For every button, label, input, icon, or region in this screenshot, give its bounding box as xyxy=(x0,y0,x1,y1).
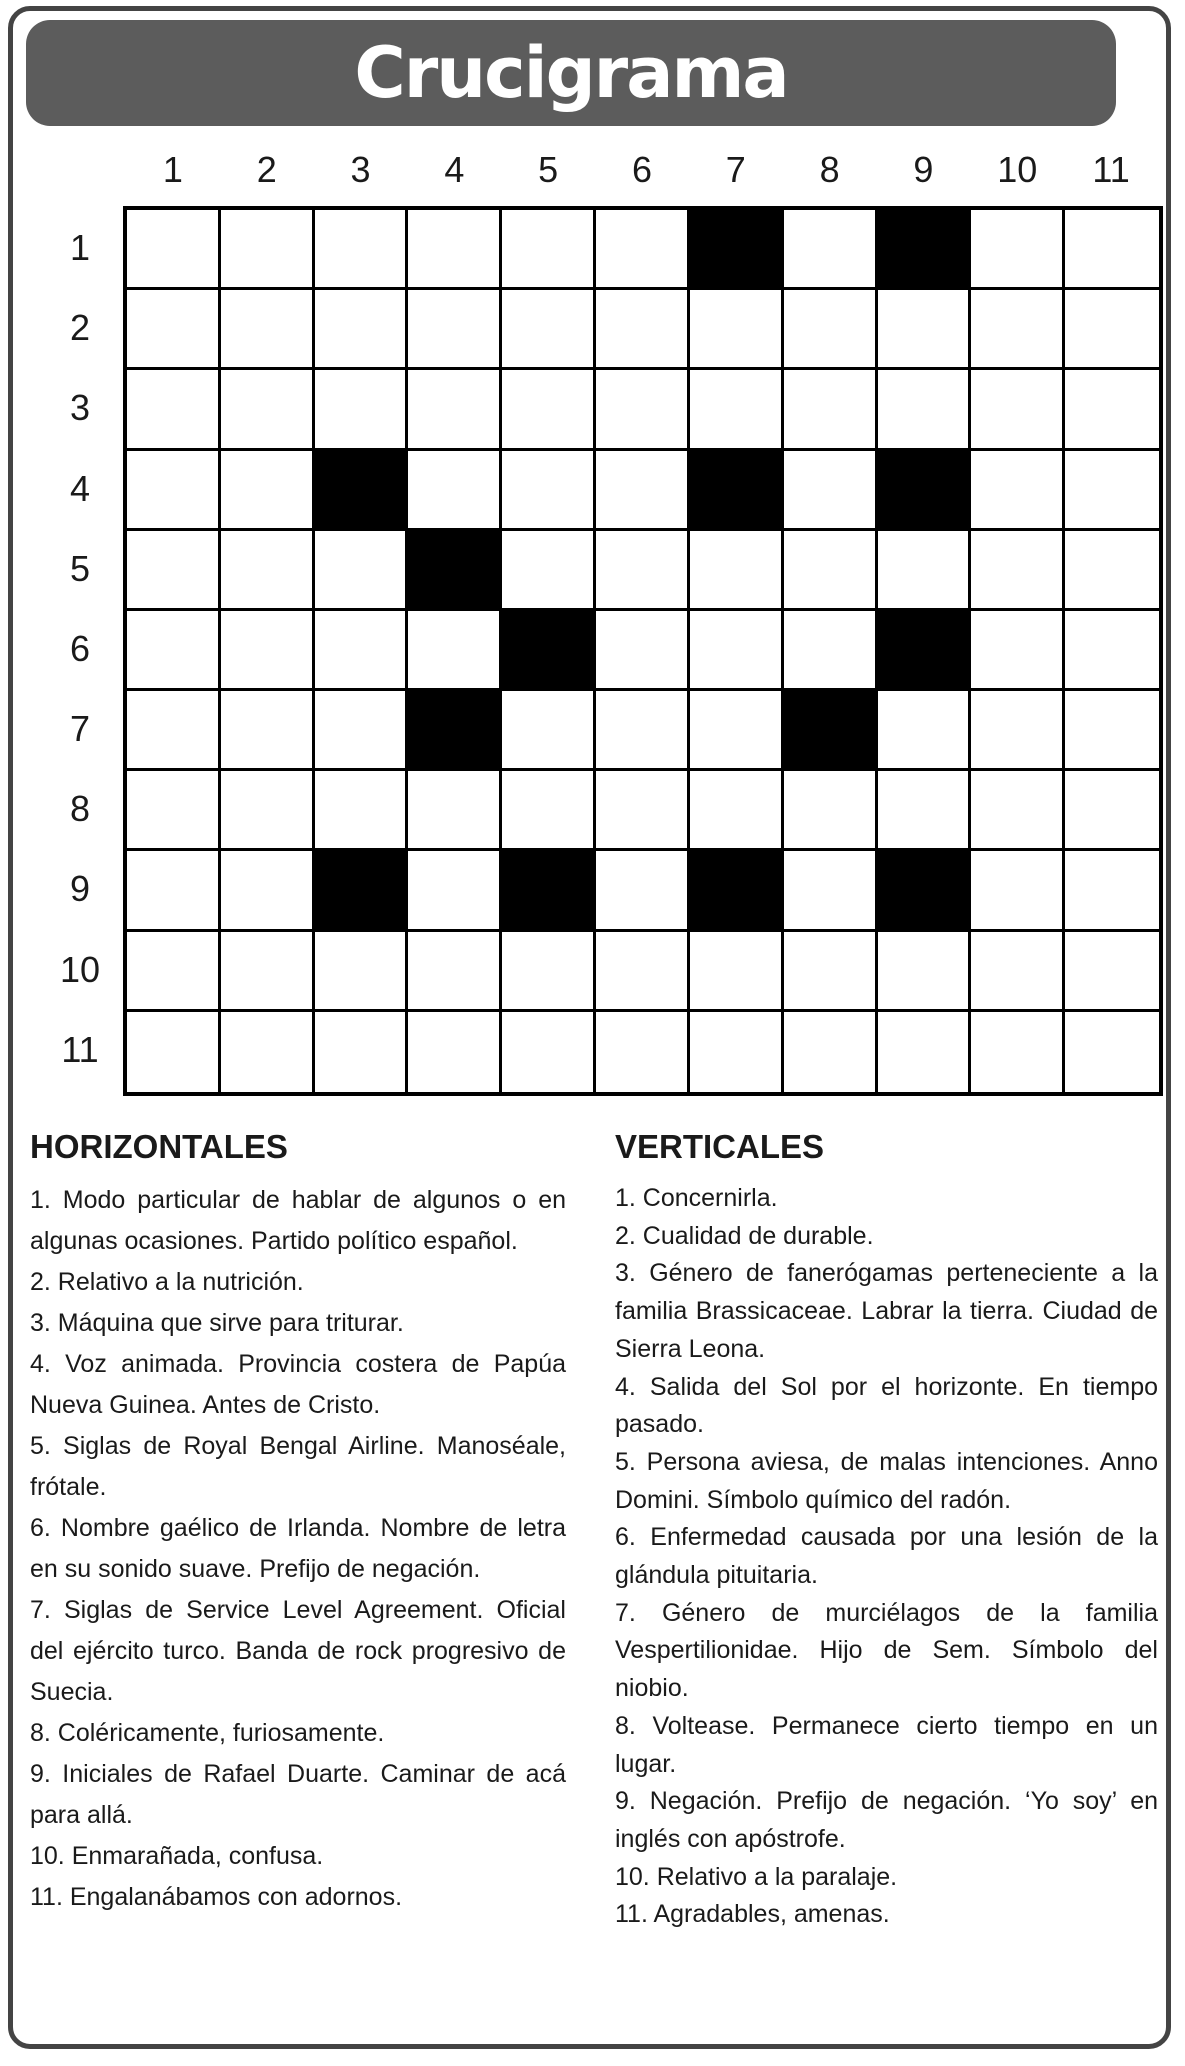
column-numbers xyxy=(126,144,1158,196)
grid-cell[interactable] xyxy=(315,932,409,1012)
grid-cell[interactable] xyxy=(971,691,1065,771)
grid-cell[interactable] xyxy=(502,932,596,1012)
grid-cell[interactable] xyxy=(971,531,1065,611)
grid-cell[interactable] xyxy=(971,451,1065,531)
grid-cell[interactable] xyxy=(596,851,690,931)
grid-cell[interactable] xyxy=(971,851,1065,931)
grid-cell[interactable] xyxy=(221,771,315,851)
column-number: 8 xyxy=(819,149,840,190)
grid-cell[interactable] xyxy=(221,1012,315,1092)
grid-cell-black xyxy=(502,611,596,691)
verticales-clue-list xyxy=(615,1180,1158,1934)
grid-cell[interactable] xyxy=(690,691,784,771)
grid-cell[interactable] xyxy=(596,210,690,290)
clue-item: 1. Modo particular de hablar de algunos o en algunas ocasiones. Partido político español. xyxy=(30,1186,566,1255)
clue-item: 7. Siglas de Service Level Agreement. Oficial del ejército turco. Banda de rock progresivo de Suecia. xyxy=(30,1596,566,1706)
grid-cell[interactable] xyxy=(1065,210,1159,290)
column-number: 9 xyxy=(913,149,934,190)
grid-cell[interactable] xyxy=(971,370,1065,450)
grid-cell-black xyxy=(878,210,972,290)
grid-cell-black xyxy=(502,851,596,931)
grid-cell[interactable] xyxy=(502,290,596,370)
column-number: 7 xyxy=(725,149,746,190)
row-number: 2 xyxy=(69,307,91,349)
row-number: 5 xyxy=(69,547,91,589)
grid-cell[interactable] xyxy=(408,210,502,290)
grid-cell[interactable] xyxy=(1065,932,1159,1012)
grid-cell-black xyxy=(784,691,878,771)
grid-cell[interactable] xyxy=(596,771,690,851)
grid-cell[interactable] xyxy=(127,451,221,531)
row-number: 6 xyxy=(69,627,91,669)
grid-cell[interactable] xyxy=(784,290,878,370)
row-number: 8 xyxy=(69,788,91,830)
grid-cell[interactable] xyxy=(502,370,596,450)
row-number: 7 xyxy=(69,708,91,750)
row-number: 4 xyxy=(69,467,91,509)
grid-cell[interactable] xyxy=(1065,290,1159,370)
column-number: 6 xyxy=(631,149,652,190)
grid-cell[interactable] xyxy=(1065,370,1159,450)
row-number: 11 xyxy=(61,1028,99,1070)
clue-item: 2. Relativo a la nutrición. xyxy=(30,1268,304,1296)
grid-cell[interactable] xyxy=(221,932,315,1012)
grid-cell[interactable] xyxy=(690,370,784,450)
clue-item: 10. Enmarañada, confusa. xyxy=(30,1842,324,1870)
grid-cell[interactable] xyxy=(315,370,409,450)
grid-cell[interactable] xyxy=(408,771,502,851)
clue-item: 5. Siglas de Royal Bengal Airline. Manoséale, frótale. xyxy=(30,1432,566,1501)
grid-cell[interactable] xyxy=(971,1012,1065,1092)
grid-cell[interactable] xyxy=(784,851,878,931)
grid-cell[interactable] xyxy=(315,611,409,691)
column-number: 2 xyxy=(256,149,277,190)
row-numbers xyxy=(40,208,120,1094)
clue-item: 6. Nombre gaélico de Irlanda. Nombre de letra en su sonido suave. Prefijo de negación. xyxy=(30,1514,566,1583)
grid-cell[interactable] xyxy=(971,611,1065,691)
verticales-heading: VERTICALES xyxy=(615,1128,825,1165)
column-number: 5 xyxy=(538,149,559,190)
grid-cell[interactable] xyxy=(690,611,784,691)
grid-cell[interactable] xyxy=(1065,451,1159,531)
clue-item: 11. Engalanábamos con adornos. xyxy=(30,1883,403,1911)
grid-cell[interactable] xyxy=(596,932,690,1012)
clue-item: 11. Agradables, amenas. xyxy=(615,1900,890,1929)
grid-cell[interactable] xyxy=(127,210,221,290)
grid-cell[interactable] xyxy=(315,1012,409,1092)
grid-cell[interactable] xyxy=(971,932,1065,1012)
grid-cell[interactable] xyxy=(784,932,878,1012)
grid-cell[interactable] xyxy=(315,210,409,290)
clue-item: 10. Relativo a la paralaje. xyxy=(615,1862,898,1891)
grid-cell[interactable] xyxy=(878,932,972,1012)
clue-item: 3. Máquina que sirve para triturar. xyxy=(30,1309,404,1337)
grid-cell[interactable] xyxy=(315,531,409,611)
grid-cell[interactable] xyxy=(878,691,972,771)
grid-cell[interactable] xyxy=(971,210,1065,290)
grid-cell[interactable] xyxy=(784,210,878,290)
grid-cell[interactable] xyxy=(221,451,315,531)
grid-cell[interactable] xyxy=(502,1012,596,1092)
clue-item: 4. Voz animada. Provincia costera de Papúa Nueva Guinea. Antes de Cristo. xyxy=(30,1350,566,1419)
grid-cell[interactable] xyxy=(878,1012,972,1092)
grid-cell[interactable] xyxy=(784,771,878,851)
grid-cell[interactable] xyxy=(502,451,596,531)
page-title: Crucigrama xyxy=(354,32,788,114)
clue-item: 8. Coléricamente, furiosamente. xyxy=(30,1719,385,1747)
clue-item: 1. Concernirla. xyxy=(615,1184,778,1212)
grid-cell[interactable] xyxy=(502,531,596,611)
grid-cell[interactable] xyxy=(596,290,690,370)
grid-cell[interactable] xyxy=(690,771,784,851)
grid-cell[interactable] xyxy=(1065,531,1159,611)
grid-cell[interactable] xyxy=(596,451,690,531)
grid-cell[interactable] xyxy=(784,451,878,531)
grid-cell[interactable] xyxy=(127,932,221,1012)
grid-cell[interactable] xyxy=(408,370,502,450)
grid-cell[interactable] xyxy=(596,691,690,771)
grid-cell[interactable] xyxy=(408,1012,502,1092)
grid-cell[interactable] xyxy=(878,290,972,370)
horizontales-clue-list xyxy=(30,1180,566,1918)
grid-cell[interactable] xyxy=(502,771,596,851)
grid-cell[interactable] xyxy=(408,451,502,531)
grid-cell-black xyxy=(315,851,409,931)
grid-cell[interactable] xyxy=(502,210,596,290)
grid-cell[interactable] xyxy=(971,771,1065,851)
grid-cell[interactable] xyxy=(878,370,972,450)
grid-cell[interactable] xyxy=(127,531,221,611)
clue-item: 2. Cualidad de durable. xyxy=(615,1221,874,1250)
grid-cell[interactable] xyxy=(127,771,221,851)
grid-cell[interactable] xyxy=(690,290,784,370)
grid-cell-black xyxy=(408,531,502,611)
grid-cell[interactable] xyxy=(221,851,315,931)
grid-cell[interactable] xyxy=(408,611,502,691)
column-number: 11 xyxy=(1092,149,1130,190)
grid-cell[interactable] xyxy=(690,531,784,611)
grid-cell[interactable] xyxy=(784,611,878,691)
grid-cell[interactable] xyxy=(1065,611,1159,691)
grid-cell[interactable] xyxy=(127,851,221,931)
grid-cell[interactable] xyxy=(1065,1012,1159,1092)
grid-cell[interactable] xyxy=(221,290,315,370)
grid-cell[interactable] xyxy=(784,531,878,611)
grid-cell[interactable] xyxy=(127,691,221,771)
row-number: 9 xyxy=(69,868,91,910)
grid-cell[interactable] xyxy=(408,290,502,370)
grid-cell[interactable] xyxy=(596,370,690,450)
grid-cell[interactable] xyxy=(221,531,315,611)
grid-cell[interactable] xyxy=(690,932,784,1012)
grid-cell[interactable] xyxy=(127,290,221,370)
clue-item: 5. Persona aviesa, de malas intenciones. Anno Domini. Símbolo químico del radón. xyxy=(615,1447,1158,1514)
grid-cell[interactable] xyxy=(1065,851,1159,931)
clue-item: 4. Salida del Sol por el horizonte. En tiempo pasado. xyxy=(615,1372,1158,1439)
grid-cell-black xyxy=(878,611,972,691)
clue-item: 9. Negación. Prefijo de negación. ‘Yo soy’ en inglés con apóstrofe. xyxy=(615,1787,1158,1853)
grid-cell[interactable] xyxy=(127,611,221,691)
title-bar xyxy=(26,20,1116,126)
clue-item: 3. Género de fanerógamas perteneciente a la familia Brassicaceae. Labrar la tierra. Ciudad de Sierra Leona. xyxy=(615,1259,1158,1363)
grid-cell[interactable] xyxy=(784,370,878,450)
grid-cell[interactable] xyxy=(784,1012,878,1092)
column-number: 4 xyxy=(444,149,465,190)
grid-cell[interactable] xyxy=(408,851,502,931)
grid-cell-black xyxy=(878,451,972,531)
grid-cell[interactable] xyxy=(690,1012,784,1092)
clue-item: 7. Género de murciélagos de la familia Vespertilionidae. Hijo de Sem. Símbolo del niobio. xyxy=(615,1598,1158,1703)
grid-cell[interactable] xyxy=(221,370,315,450)
grid-cell-black xyxy=(408,691,502,771)
row-number: 1 xyxy=(69,227,91,268)
grid-cell[interactable] xyxy=(878,531,972,611)
grid-cell-black xyxy=(315,451,409,531)
grid-cell[interactable] xyxy=(221,210,315,290)
grid-cell[interactable] xyxy=(127,1012,221,1092)
clue-item: 6. Enfermedad causada por una lesión de la glándula pituitaria. xyxy=(615,1523,1158,1590)
row-number: 10 xyxy=(59,948,101,990)
grid-cell-black xyxy=(690,210,784,290)
column-number: 10 xyxy=(997,149,1038,190)
grid-cell[interactable] xyxy=(596,611,690,691)
column-number: 1 xyxy=(162,149,183,190)
grid-cell-black xyxy=(690,451,784,531)
grid-cell[interactable] xyxy=(315,290,409,370)
grid-cell[interactable] xyxy=(127,370,221,450)
grid-cell[interactable] xyxy=(408,932,502,1012)
grid-cell[interactable] xyxy=(221,691,315,771)
grid-cell[interactable] xyxy=(1065,771,1159,851)
grid-cell[interactable] xyxy=(971,290,1065,370)
grid-cell[interactable] xyxy=(315,771,409,851)
column-number: 3 xyxy=(350,149,371,190)
row-number: 3 xyxy=(69,387,91,429)
grid-cell-black xyxy=(690,851,784,931)
grid-cell[interactable] xyxy=(596,531,690,611)
clue-item: 9. Iniciales de Rafael Duarte. Caminar de acá para allá. xyxy=(30,1760,566,1829)
grid-cell[interactable] xyxy=(221,611,315,691)
grid-cell[interactable] xyxy=(502,691,596,771)
grid-cell[interactable] xyxy=(596,1012,690,1092)
horizontales-heading: HORIZONTALES xyxy=(30,1128,288,1165)
grid-cell-black xyxy=(878,851,972,931)
grid-cell[interactable] xyxy=(315,691,409,771)
grid-cell[interactable] xyxy=(878,771,972,851)
clue-item: 8. Voltease. Permanece cierto tiempo en un lugar. xyxy=(615,1711,1158,1778)
crossword-grid xyxy=(123,206,1163,1096)
grid-cell[interactable] xyxy=(1065,691,1159,771)
